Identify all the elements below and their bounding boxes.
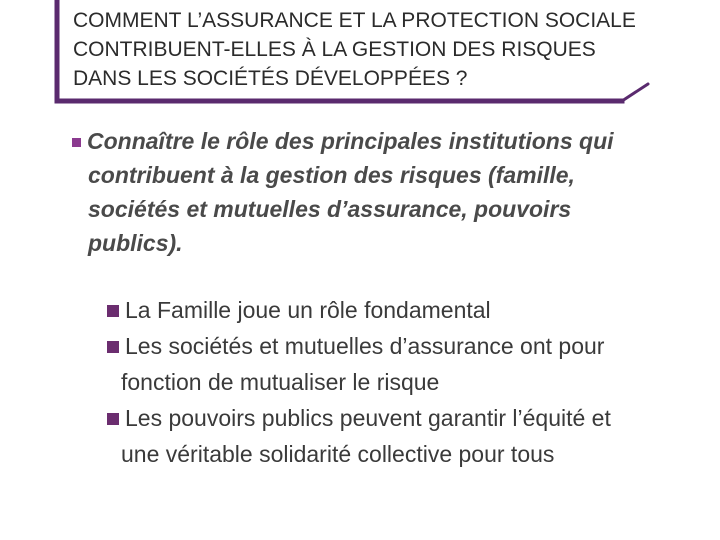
title-line: COMMENT L’ASSURANCE ET LA PROTECTION SOCIALE: [73, 9, 636, 32]
square-bullet-icon: [107, 305, 119, 317]
title-line: DANS LES SOCIÉTÉS DÉVELOPPÉES ?: [73, 67, 468, 90]
title-frame: [0, 0, 720, 110]
page-title: [73, 6, 703, 93]
main-bullet-text: contribuent à la gestion des risques (famille,: [88, 162, 575, 188]
sub-bullet-text: fonction de mutualiser le risque: [121, 369, 440, 395]
square-bullet-icon: [107, 413, 119, 425]
main-bullet: [72, 124, 672, 260]
main-bullet-text: Connaître le rôle des principales institutions qui: [87, 128, 614, 154]
title-line: CONTRIBUENT-ELLES À LA GESTION DES RISQUES: [73, 38, 596, 61]
sub-bullet-line: [107, 328, 707, 364]
square-bullet-icon: [72, 138, 81, 147]
sub-bullet-list: [107, 292, 707, 472]
main-bullet-text: publics).: [88, 230, 183, 256]
sub-bullet-text: une véritable solidarité collective pour tous: [121, 441, 555, 467]
sub-bullet-pouvoirs-publics: [107, 400, 707, 472]
sub-bullet-line: [107, 292, 707, 328]
main-bullet-text: sociétés et mutuelles d’assurance, pouvoirs: [88, 196, 572, 222]
sub-bullet-societes: [107, 328, 707, 400]
sub-bullet-text: La Famille joue un rôle fondamental: [125, 297, 491, 323]
sub-bullet-text: Les sociétés et mutuelles d’assurance ont pour: [125, 333, 605, 359]
square-bullet-icon: [107, 341, 119, 353]
sub-bullet-text: Les pouvoirs publics peuvent garantir l’équité et: [125, 405, 611, 431]
sub-bullet-line: [107, 400, 707, 436]
sub-bullet-famille: [107, 292, 707, 328]
main-bullet-line-1: [72, 124, 672, 158]
